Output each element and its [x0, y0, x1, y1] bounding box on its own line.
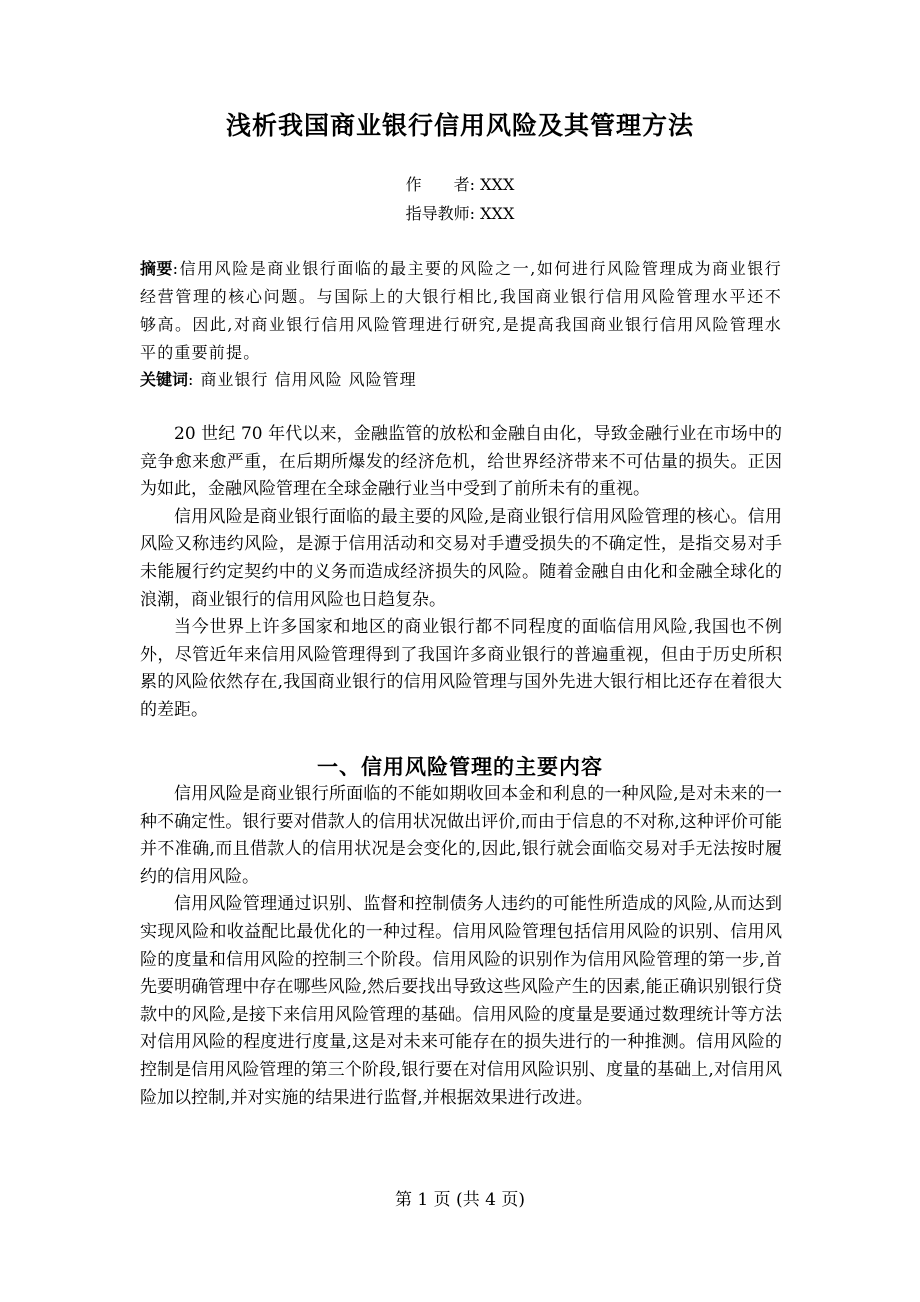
intro-paragraph-3: 当今世界上许多国家和地区的商业银行都不同程度的面临信用风险,我国也不例外，尽管近年来信用风险管理得到了我国许多商业银行的普遍重视，但由于历史所积累的风险依然存在,我国商业银行的信用风险管理与国外先进大银行相比还存在着很大的差距。	[140, 617, 782, 720]
keywords-label: 关键词	[140, 370, 189, 389]
advisor-label: 指导教师:	[405, 204, 476, 223]
section-1-paragraph-1: 信用风险是商业银行所面临的不能如期收回本金和利息的一种风险,是对未来的一种不确定性。银行要对借款人的信用状况做出评价,而由于信息的不对称,这种评价可能并不准确,而且借款人的信用状况是会变化的,因此,银行就会面临交易对手无法按时履约的信用风险。	[140, 784, 782, 887]
keywords-text: : 商业银行 信用风险 风险管理	[188, 370, 417, 389]
intro-section	[140, 421, 782, 725]
advisor-value: XXX	[480, 204, 515, 223]
page-footer: 第 1 页 (共 4 页)	[395, 1190, 525, 1210]
abstract-text: :信用风险是商业银行面临的最主要的风险之一,如何进行风险管理成为商业银行经营管理的核心问题。与国际上的大银行相比,我国商业银行信用风险管理水平还不够高。因此,对商业银行信用风险管理进行研究,是提高我国商业银行信用风险管理水平的重要前提。	[140, 259, 782, 362]
advisor-line	[0, 201, 920, 224]
document-title: 浅析我国商业银行信用风险及其管理方法	[225, 111, 694, 140]
keywords	[140, 366, 782, 394]
author-line	[0, 172, 920, 195]
section-1-body	[140, 781, 782, 1112]
intro-paragraph-2: 信用风险是商业银行面临的最主要的风险,是商业银行信用风险管理的核心。信用风险又称违约风险，是源于信用活动和交易对手遭受损失的不确定性，是指交易对手未能履行约定契约中的义务而造成经济损失的风险。随着金融自由化和金融全球化的浪潮，商业银行的信用风险也日趋复杂。	[140, 506, 782, 610]
abstract	[140, 255, 782, 367]
author-value: XXX	[480, 175, 515, 194]
section-1-heading: 一、信用风险管理的主要内容	[317, 754, 603, 779]
section-1-paragraph-2: 信用风险管理通过识别、监督和控制债务人违约的可能性所造成的风险,从而达到实现风险和收益配比最优化的一种过程。信用风险管理包括信用风险的识别、信用风险的度量和信用风险的控制三个阶段。信用风险的识别作为信用风险管理的第一步,首先要明确管理中存在哪些风险,然后要找出导致这些风险产生的因素,能正确识别银行贷款中的风险,是接下来信用风险管理的基础。信用风险的度量是要通过数理统计等方法对信用风险的程度进行度量,这是对未来可能存在的损失进行的一种推测。信用风险的控制是信用风险管理的第三个阶段,银行要在对信用风险识别、度量的基础上,对信用风险加以控制,并对实施的结果进行监督,并根据效果进行改进。	[140, 894, 782, 1108]
intro-paragraph-1: 20 世纪 70 年代以来，金融监管的放松和金融自由化，导致金融行业在市场中的竞争愈来愈严重，在后期所爆发的经济危机，给世界经济带来不可估量的损失。正因为如此，金融风险管理在全球金融行业当中受到了前所未有的重视。	[140, 424, 782, 500]
abstract-label: 摘要	[140, 259, 173, 278]
author-label: 作 者:	[405, 175, 476, 194]
